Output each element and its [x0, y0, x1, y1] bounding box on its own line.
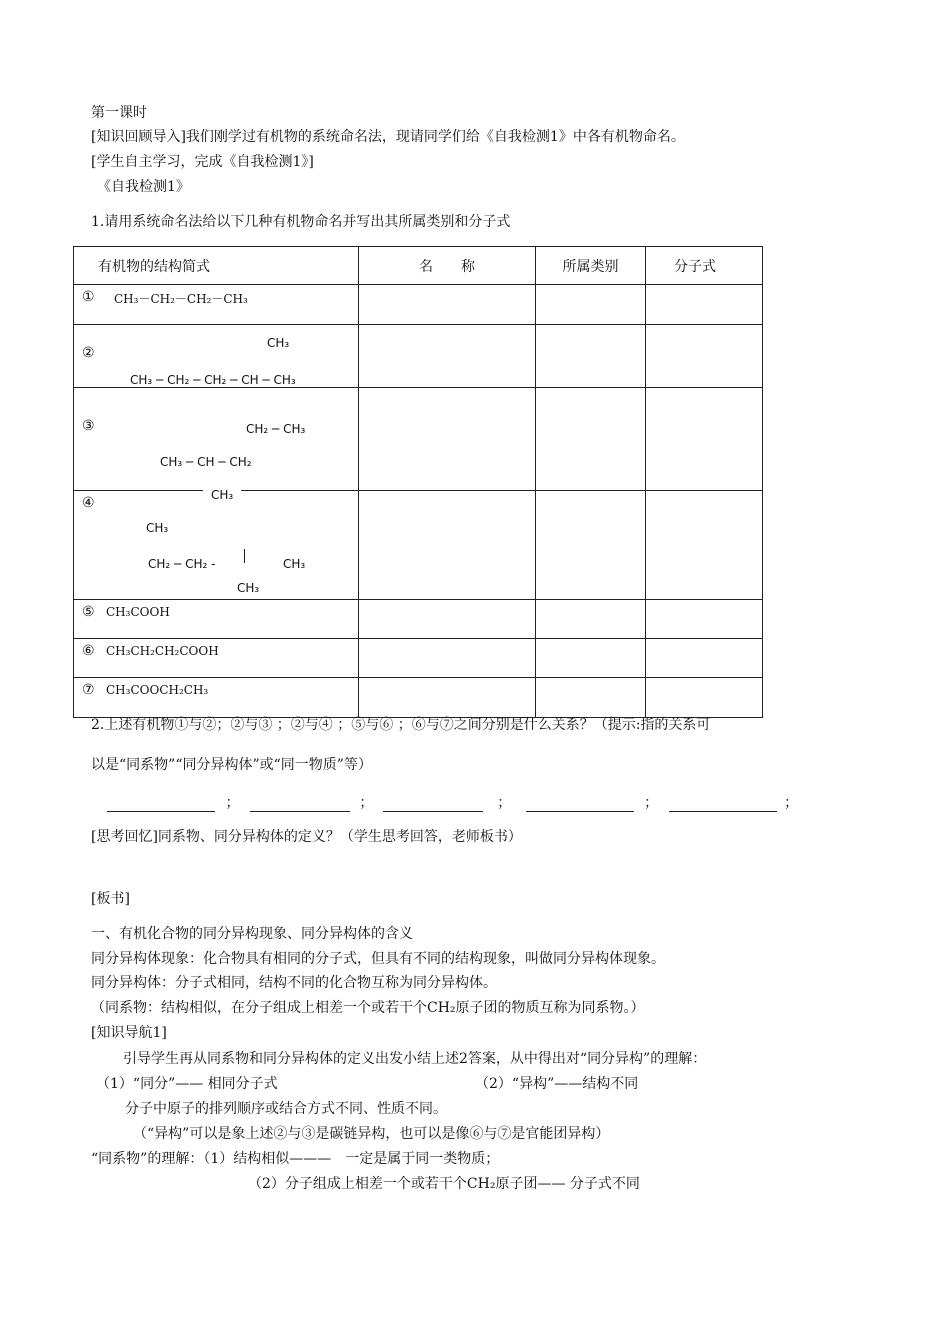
formula-answer-cell[interactable] — [646, 388, 763, 491]
col-header-formula: 分子式 — [646, 247, 763, 285]
answer-blank[interactable] — [526, 797, 634, 812]
branch-group: CH₃ — [283, 557, 306, 571]
row-number: ① — [82, 289, 95, 305]
board-label: [板书] — [91, 891, 130, 907]
name-answer-cell[interactable] — [359, 388, 536, 491]
separator: ； — [225, 795, 240, 811]
name-answer-cell[interactable] — [359, 678, 536, 718]
separator: ； — [359, 795, 374, 811]
table-row — [74, 678, 763, 718]
name-answer-cell[interactable] — [359, 491, 536, 600]
formula-answer-cell[interactable] — [646, 325, 763, 388]
structural-formula: CH₃－CH₂－CH₂－CH₃ — [114, 292, 248, 306]
answer-blanks — [107, 794, 801, 812]
row-number: ③ — [82, 418, 95, 434]
table-header-row — [74, 247, 763, 285]
row-number: ② — [82, 345, 95, 361]
answer-blank[interactable] — [250, 797, 350, 812]
question-2-line1: 2.上述有机物①与②；②与③ ；②与④ ；⑤与⑥ ；⑥与⑦之间分别是什么关系？（提示:指的关系可 — [91, 717, 711, 733]
class-answer-cell[interactable] — [536, 388, 646, 491]
col-header-class: 所属类别 — [536, 247, 646, 285]
board-heading: 一、有机化合物的同分异构现象、同分异构体的含义 — [91, 926, 413, 942]
structural-formula: CH₃CH₂CH₂COOH — [106, 644, 219, 658]
nav-paragraph: （“异构”可以是象上述②与③是碳链异构，也可以是像⑥与⑦是官能团异构） — [133, 1126, 610, 1142]
branch-group: CH₃ — [237, 581, 260, 595]
intro-paragraph: [知识回顾导入]我们刚学过有机物的系统命名法，现请同学们给《自我检测1》中各有机物命名。 — [91, 129, 685, 145]
table-row — [74, 639, 763, 678]
nav-paragraph: （2）分子组成上相差一个或若干个CH₂原子团—— 分子式不同 — [248, 1176, 640, 1192]
main-chain: CH₂ ─ CH₂ - — [148, 557, 216, 571]
answer-blank[interactable] — [107, 797, 215, 812]
class-answer-cell[interactable] — [536, 639, 646, 678]
formula-answer-cell[interactable] — [646, 678, 763, 718]
branch-group: CH₃ — [203, 488, 241, 502]
main-chain: CH₃ ─ CH ─ CH₂ — [160, 455, 252, 469]
separator: ； — [497, 795, 512, 811]
row-number: ④ — [82, 495, 95, 511]
question-2-line2: 以是“同系物”“同分异构体”或“同一物质”等） — [91, 757, 372, 773]
branch-group: CH₃ — [146, 521, 169, 535]
think-recall: [思考回忆]同系物、同分异构体的定义？（学生思考回答，老师板书） — [91, 829, 522, 845]
table-row — [74, 285, 763, 325]
branch-group: CH₃ — [267, 336, 290, 350]
class-answer-cell[interactable] — [536, 600, 646, 639]
structural-formula: CH₃COOCH₂CH₃ — [106, 683, 209, 697]
bond-line — [244, 549, 245, 563]
main-chain: CH₃ ─ CH₂ ─ CH₂ ─ CH ─ CH₃ — [130, 373, 296, 387]
formula-answer-cell[interactable] — [646, 600, 763, 639]
col-header-structure: 有机物的结构简式 — [74, 247, 359, 285]
branch-group: CH₂ ─ CH₃ — [246, 422, 306, 436]
nav-paragraph: 分子中原子的排列顺序或结合方式不同、性质不同。 — [125, 1101, 447, 1117]
nav-paragraph: 引导学生再从同系物和同分异构体的定义出发小结上述2答案，从中得出对“同分异构”的理解： — [123, 1051, 707, 1067]
separator: ； — [644, 795, 659, 811]
col-header-name: 名 称 — [359, 247, 536, 285]
formula-answer-cell[interactable] — [646, 491, 763, 600]
lesson-title: 第一课时 — [91, 105, 147, 121]
formula-answer-cell[interactable] — [646, 639, 763, 678]
nav-point-1: （1）“同分”—— 相同分子式 — [96, 1076, 278, 1092]
answer-blank[interactable] — [669, 797, 777, 812]
table-row — [74, 600, 763, 639]
self-check-title: 《自我检测1》 — [97, 179, 190, 195]
name-answer-cell[interactable] — [359, 285, 536, 325]
name-answer-cell[interactable] — [359, 639, 536, 678]
nav-paragraph: “同系物”的理解：（1）结构相似——— 一定是属于同一类物质； — [91, 1151, 500, 1167]
nav-label: [知识导航1] — [91, 1025, 167, 1041]
nav-point-2: （2）“异构”——结构不同 — [475, 1076, 639, 1092]
class-answer-cell[interactable] — [536, 491, 646, 600]
name-answer-cell[interactable] — [359, 600, 536, 639]
answer-blank[interactable] — [383, 797, 483, 812]
board-paragraph: 同分异构体现象：化合物具有相同的分子式，但具有不同的结构现象，叫做同分异构体现象。 — [91, 951, 665, 967]
study-paragraph: [学生自主学习，完成《自我检测1》] — [91, 154, 314, 170]
class-answer-cell[interactable] — [536, 285, 646, 325]
naming-table — [73, 246, 763, 718]
table-row — [74, 491, 763, 600]
row-number: ⑥ — [82, 643, 95, 659]
class-answer-cell[interactable] — [536, 678, 646, 718]
name-answer-cell[interactable] — [359, 325, 536, 388]
separator: ； — [784, 795, 799, 811]
row-number: ⑦ — [82, 682, 95, 698]
table-row — [74, 325, 763, 388]
table-row — [74, 388, 763, 491]
question-1-prompt: 1.请用系统命名法给以下几种有机物命名并写出其所属类别和分子式 — [91, 214, 511, 230]
structural-formula: CH₃COOH — [106, 605, 170, 619]
class-answer-cell[interactable] — [536, 325, 646, 388]
board-paragraph: （同系物：结构相似，在分子组成上相差一个或若干个CH₂原子团的物质互称为同系物。） — [91, 1000, 645, 1016]
row-number: ⑤ — [82, 604, 95, 620]
board-paragraph: 同分异构体：分子式相同，结构不同的化合物互称为同分异构体。 — [91, 975, 497, 991]
formula-answer-cell[interactable] — [646, 285, 763, 325]
